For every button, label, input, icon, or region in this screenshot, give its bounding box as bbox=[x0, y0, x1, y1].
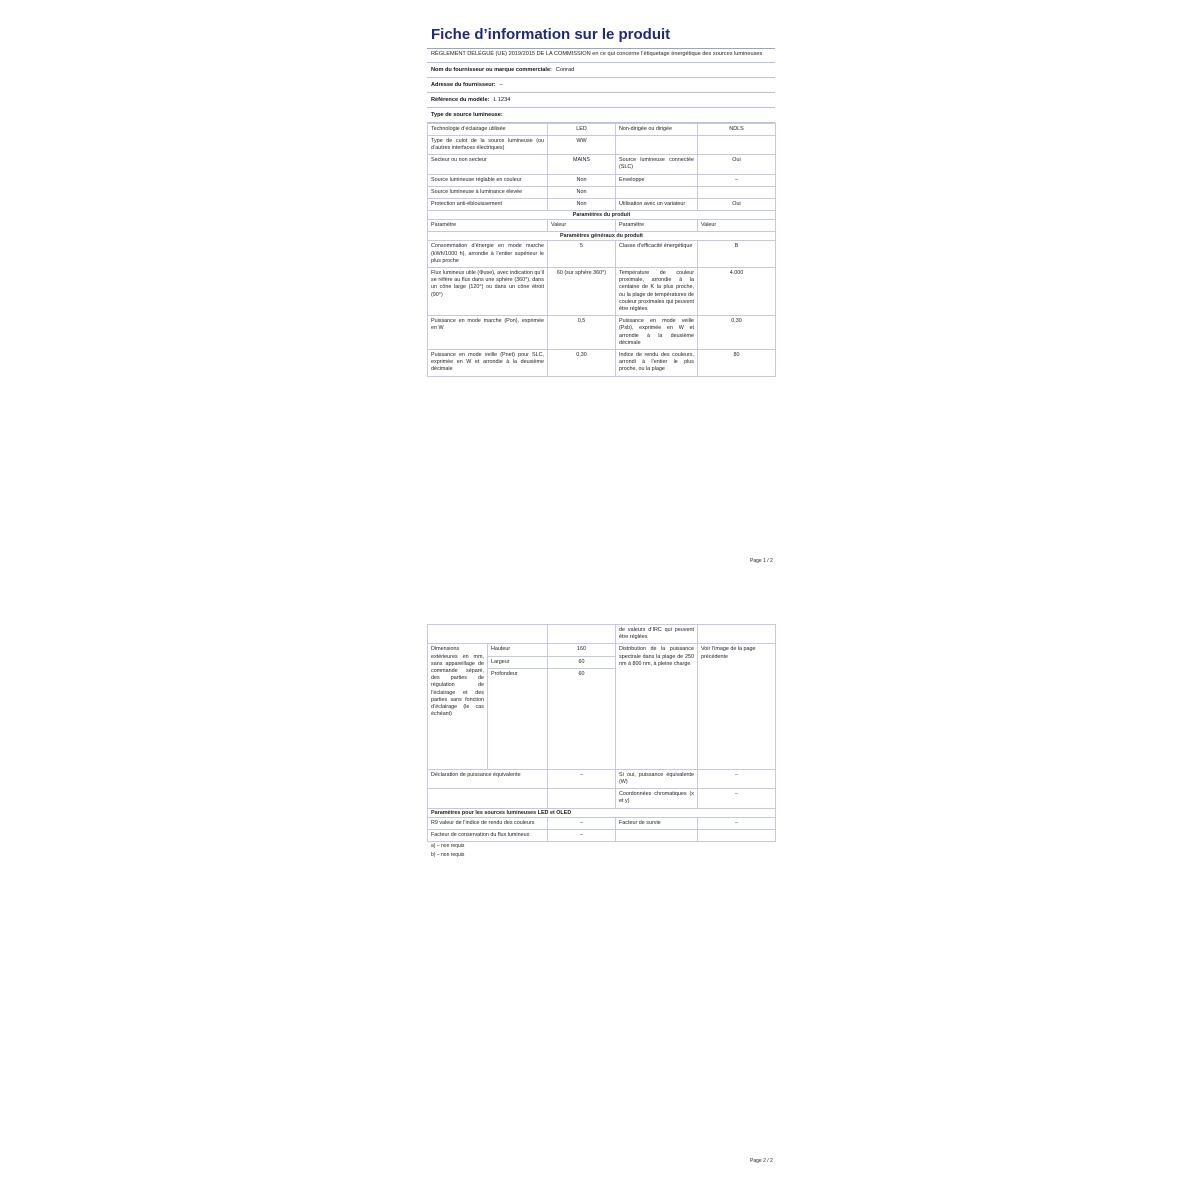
source-type-line bbox=[427, 108, 775, 123]
section-header-row bbox=[428, 232, 776, 241]
table-row bbox=[428, 789, 776, 808]
supplier-name-line bbox=[427, 63, 775, 78]
value-cell: Voir l’image de la page précédente bbox=[698, 644, 776, 769]
document-title: Fiche d’information sur le produit bbox=[431, 26, 671, 43]
header-cell: Paramètre bbox=[428, 220, 548, 232]
param-cell: Source lumineuse à luminance élevée bbox=[428, 186, 548, 198]
param-cell bbox=[616, 829, 698, 841]
table-row bbox=[428, 817, 776, 829]
param-cell: Non-dirigée ou dirigée bbox=[616, 123, 698, 135]
value-cell bbox=[548, 789, 616, 808]
dimensions-row bbox=[428, 644, 776, 656]
value-cell: 80 bbox=[698, 349, 776, 376]
param-cell: Flux lumineux utile (Φuse), avec indication qu’il se réfère au flux dans une sphère (360°), dans un cône large (120°) ou dans un cône étroit (90°) bbox=[428, 267, 548, 315]
table-row bbox=[428, 769, 776, 788]
value-cell: 0,5 bbox=[548, 316, 616, 350]
table-row bbox=[428, 174, 776, 186]
param-cell: Classe d’efficacité énergétique bbox=[616, 241, 698, 268]
param-cell bbox=[616, 135, 698, 154]
value-cell: Non bbox=[548, 174, 616, 186]
regulation-intro: RÈGLEMENT DÉLÉGUÉ (UE) 2019/2015 DE LA COMMISSION en ce qui concerne l’étiquetage énergétique des sources lumineuses bbox=[427, 49, 775, 63]
param-cell: Si oui, puissance équivalente (W) bbox=[616, 769, 698, 788]
value-cell: – bbox=[698, 174, 776, 186]
param-cell: Type de culot de la source lumineuse (ou d’autres interfaces électriques) bbox=[428, 135, 548, 154]
value-cell: 4.000 bbox=[698, 267, 776, 315]
param-cell: Déclaration de puissance équivalente bbox=[428, 769, 548, 788]
table-row bbox=[428, 349, 776, 376]
table-row bbox=[428, 198, 776, 210]
param-cell: Utilisation avec un variateur bbox=[616, 198, 698, 210]
footnote: a) – non requis bbox=[431, 843, 465, 850]
section-general: Paramètres généraux du produit bbox=[428, 232, 776, 241]
value-cell: WW bbox=[548, 135, 616, 154]
value-cell: Oui bbox=[698, 155, 776, 174]
param-cell: Secteur ou non secteur bbox=[428, 155, 548, 174]
supplier-address-line bbox=[427, 78, 775, 93]
dim-value: 60 bbox=[548, 668, 616, 769]
param-cell: Protection anti-éblouissement bbox=[428, 198, 548, 210]
table-row bbox=[428, 123, 776, 135]
param-cell bbox=[428, 625, 548, 644]
param-cell: Indice de rendu des couleurs, arrondi à l’entier le plus proche, ou la plage bbox=[616, 349, 698, 376]
section-product-params: Paramètres du produit bbox=[428, 211, 776, 220]
header-cell: Valeur bbox=[548, 220, 616, 232]
value-cell: NDLS bbox=[698, 123, 776, 135]
value-cell bbox=[698, 186, 776, 198]
table-row bbox=[428, 241, 776, 268]
section-led: Paramètres pour les sources lumineuses LED et OLED bbox=[428, 808, 776, 817]
value-cell: LED bbox=[548, 123, 616, 135]
value-cell: Non bbox=[548, 186, 616, 198]
table-row bbox=[428, 829, 776, 841]
header-cell: Valeur bbox=[698, 220, 776, 232]
product-info-sheet bbox=[427, 24, 775, 377]
model-ref-value: L 1234 bbox=[493, 96, 511, 103]
table-row bbox=[428, 625, 776, 644]
dim-name: Profondeur bbox=[488, 668, 548, 769]
product-info-sheet-continued bbox=[427, 624, 775, 860]
value-cell: – bbox=[698, 789, 776, 808]
table-row bbox=[428, 267, 776, 315]
header-cell: Paramètre bbox=[616, 220, 698, 232]
param-cell: Puissance en mode veille (Psb), exprimée en W et arrondie à la deuxième décimale bbox=[616, 316, 698, 350]
param-cell: Coordonnées chromatiques (x et y) bbox=[616, 789, 698, 808]
value-cell bbox=[548, 625, 616, 644]
param-cell: Enveloppe bbox=[616, 174, 698, 186]
footnote: b) – non requis bbox=[431, 852, 465, 859]
model-ref-label: Référence du modèle: bbox=[431, 96, 490, 103]
section-header-row bbox=[428, 808, 776, 817]
value-cell: Non bbox=[548, 198, 616, 210]
dimensions-label: Dimensions extérieures en mm, sans appareillage de commande séparé, des parties de régulation de l’éclairage et des parties sans fonction d’éclairage (le cas échéant) bbox=[428, 644, 488, 769]
param-cell: Consommation d’énergie en mode marche (kWh/1000 h), arrondie à l’entier supérieur le plus proche bbox=[428, 241, 548, 268]
value-cell: Oui bbox=[698, 198, 776, 210]
param-cell: Puissance en mode veille (Pnet) pour SLC, exprimée en W et arrondie à la deuxième décimale bbox=[428, 349, 548, 376]
supplier-name-value: Conrad bbox=[555, 66, 575, 73]
model-ref-line bbox=[427, 93, 775, 108]
param-cell: Facteur de survie bbox=[616, 817, 698, 829]
param-cell: Technologie d’éclairage utilisée bbox=[428, 123, 548, 135]
type-table bbox=[427, 123, 776, 377]
dim-name: Hauteur bbox=[488, 644, 548, 656]
supplier-address-label: Adresse du fournisseur: bbox=[431, 81, 496, 88]
continued-table bbox=[427, 624, 776, 842]
param-cell: R9 valeur de l’indice de rendu des couleurs bbox=[428, 817, 548, 829]
page-1-footer: Page 1 / 2 bbox=[750, 558, 773, 564]
param-cell: de valeurs d’IRC qui peuvent être réglées bbox=[616, 625, 698, 644]
value-cell: – bbox=[698, 817, 776, 829]
value-cell bbox=[698, 625, 776, 644]
value-cell: – bbox=[548, 829, 616, 841]
table-row bbox=[428, 155, 776, 174]
value-cell: 0,30 bbox=[548, 349, 616, 376]
value-cell bbox=[698, 829, 776, 841]
value-cell: 60 (sur sphère 360°) bbox=[548, 267, 616, 315]
value-cell: – bbox=[698, 769, 776, 788]
dim-name: Largeur bbox=[488, 656, 548, 668]
page-2-footer: Page 2 / 2 bbox=[750, 1158, 773, 1164]
param-cell: Distribution de la puissance spectrale dans la plage de 250 nm à 800 nm, à pleine charge bbox=[616, 644, 698, 769]
value-cell: 5 bbox=[548, 241, 616, 268]
param-cell: Facteur de conservation du flux lumineux bbox=[428, 829, 548, 841]
table-row bbox=[428, 316, 776, 350]
supplier-name-label: Nom du fournisseur ou marque commerciale: bbox=[431, 66, 552, 73]
param-cell: Source lumineuse connectée (SLC) bbox=[616, 155, 698, 174]
param-cell bbox=[616, 186, 698, 198]
dim-value: 60 bbox=[548, 656, 616, 668]
table-row bbox=[428, 186, 776, 198]
value-cell: B bbox=[698, 241, 776, 268]
dim-value: 160 bbox=[548, 644, 616, 656]
value-cell: – bbox=[548, 769, 616, 788]
param-cell: Source lumineuse réglable en couleur bbox=[428, 174, 548, 186]
param-cell: Puissance en mode marche (Pon), exprimée en W bbox=[428, 316, 548, 350]
document-page-2 bbox=[0, 600, 1200, 1200]
value-cell bbox=[698, 135, 776, 154]
value-cell: – bbox=[548, 817, 616, 829]
table-row bbox=[428, 135, 776, 154]
section-header-row bbox=[428, 211, 776, 220]
param-cell: Température de couleur proximale, arrondie à la centaine de K la plus proche, ou la plage de températures de couleur proximales qui peuvent être réglées bbox=[616, 267, 698, 315]
value-cell: 0,30 bbox=[698, 316, 776, 350]
value-cell: MAINS bbox=[548, 155, 616, 174]
supplier-address-value: – bbox=[499, 81, 503, 88]
header-row bbox=[428, 220, 776, 232]
source-type-label: Type de source lumineuse: bbox=[431, 111, 503, 118]
param-cell bbox=[428, 789, 548, 808]
